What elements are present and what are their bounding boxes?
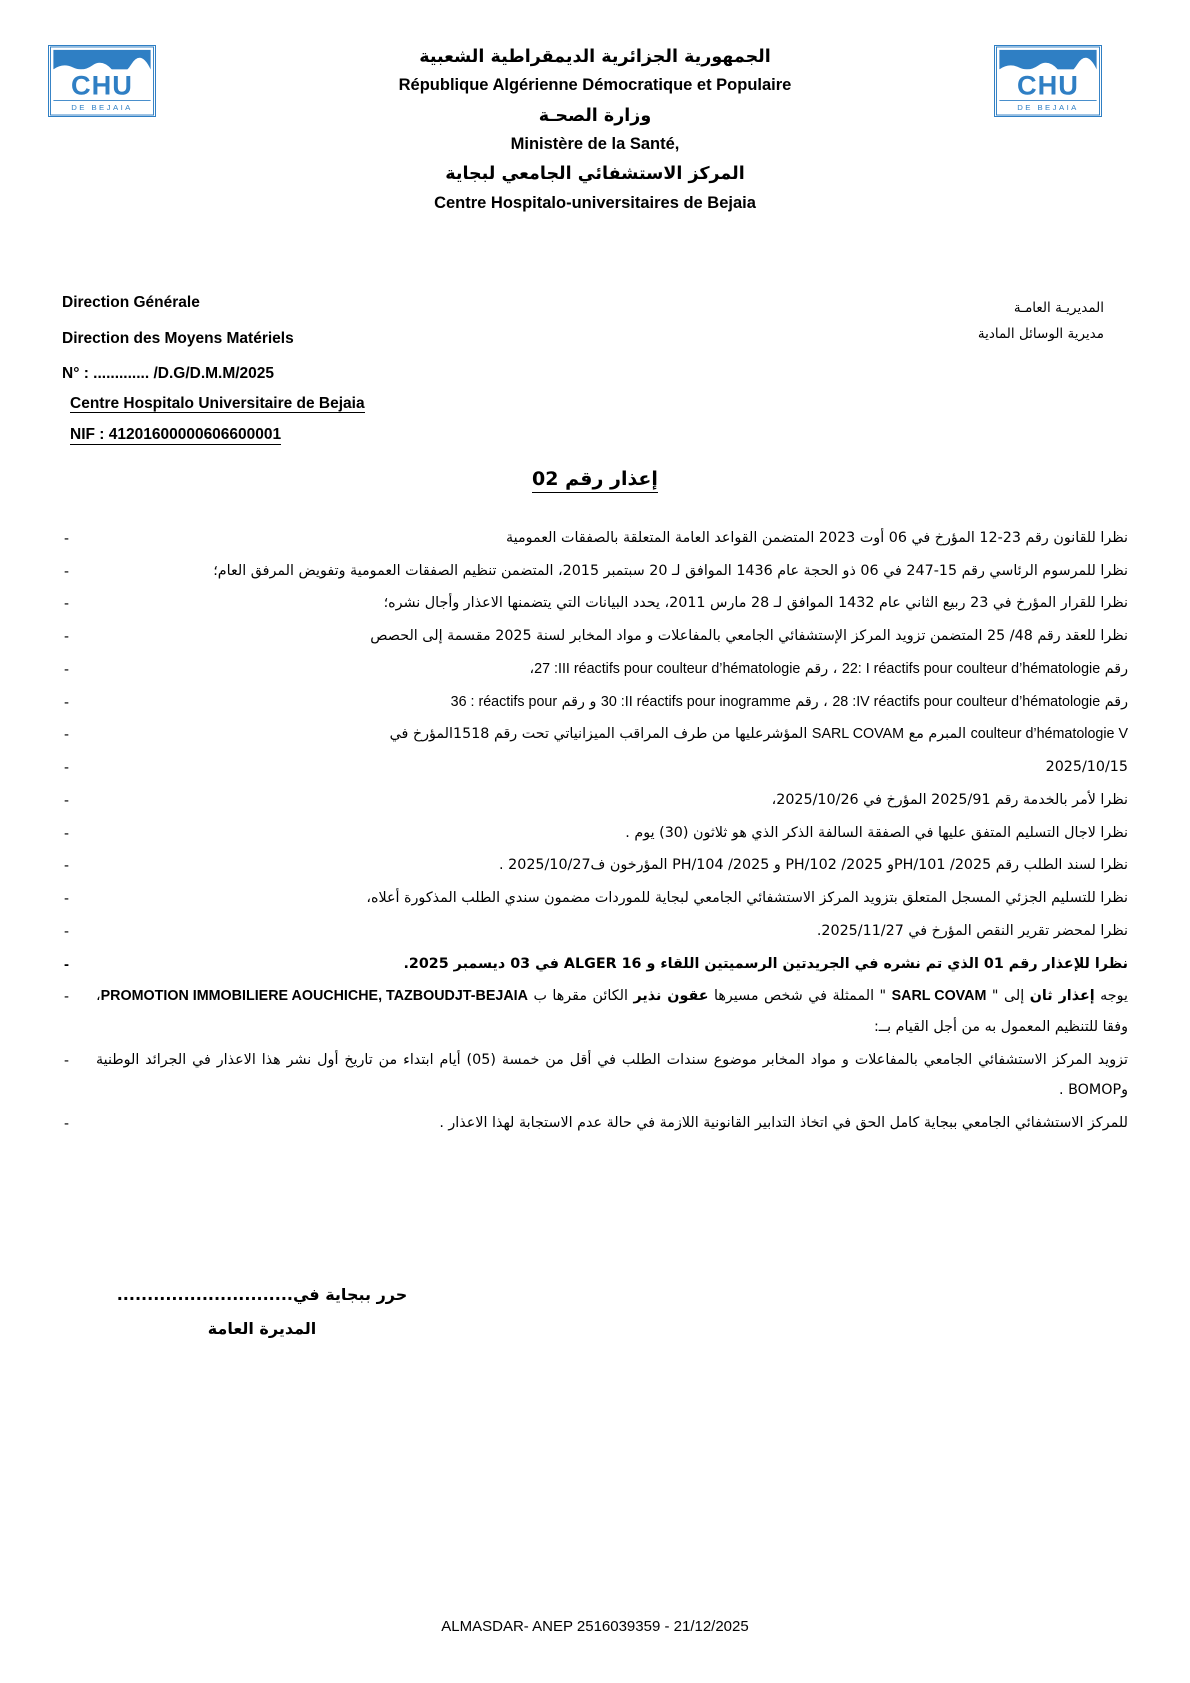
clause-item-lots-date: 2025/10/15 - xyxy=(60,752,1128,783)
direction-moyens-label: Direction des Moyens Matériels xyxy=(62,329,294,347)
page-footer: ALMASDAR- ANEP 2516039359 - 21/12/2025 xyxy=(441,1618,749,1635)
signature-block xyxy=(62,1278,462,1345)
clause-item: نظرا للقرار المؤرخ في 23 ربيع الثاني عام 1432 الموافق لـ 28 مارس 2011، يحدد البيانات التي يتضمنها الاعذار وأجال نشره؛ - xyxy=(60,588,1128,619)
page-title xyxy=(0,468,1190,490)
clause-item-edacar-01: نظرا للإعذار رقم 01 الذي تم نشره في الجريدتين الرسميتين اللقاء و ALGER 16 في 03 ديسمبر 2025. - xyxy=(60,949,1128,980)
header-chu-ar: المركز الاستشفائي الجامعي لبجاية xyxy=(445,164,745,185)
clause-text-ar: رقم xyxy=(1100,693,1128,710)
direction-moyens-label-ar: مديرية الوسائل المادية xyxy=(977,325,1104,342)
sender-identification-block-ar xyxy=(774,296,1104,347)
clause-text-ar: يوجه xyxy=(1094,988,1128,1005)
header-ministry-ar: وزارة الصحـة xyxy=(538,105,652,126)
clause-item: للمركز الاستشفائي الجامعي ببجاية كامل الحق في اتخاذ التدابير القانونية اللازمة في حالة عدم الاستجابة لهذا الاعذار . - xyxy=(60,1108,1128,1139)
svg-text:CHU: CHU xyxy=(71,69,133,101)
reference-number: N° : ............. /D.G/D.M.M/2025 xyxy=(62,365,275,382)
direction-generale-label-ar: المديريـة العامـة xyxy=(1013,300,1104,316)
clause-item-lots-2 xyxy=(60,687,1128,718)
clause-text-lat: 27 :III réactifs pour coulteur d’hématologie xyxy=(534,660,801,677)
svg-text:DE BEJAIA: DE BEJAIA xyxy=(1017,103,1079,113)
company-address: PROMOTION IMMOBILIERE AOUCHICHE, TAZBOUDJT-BEJAIA xyxy=(100,988,528,1005)
clause-item: نظرا لمحضر تقرير النقص المؤرخ في 2025/11/27. - xyxy=(60,916,1128,947)
clause-item: نظرا لسند الطلب رقم PH/101 /2025و PH/102 /2025 و PH/104 /2025 المؤرخون ف2025/10/27 . - xyxy=(60,850,1128,881)
signature-place-date: حرر ببجاية في............................. xyxy=(116,1285,408,1304)
clause-list xyxy=(60,523,1128,1139)
clause-item: تزويد المركز الاستشفائي الجامعي بالمفاعلات و مواد المخابر موضوع سندات الطلب في أقل من خمسة (05) أيام ابتداء من تاريخ أول نشر هذا الاعذار في الجرائد الوطنية وBOMOP . - xyxy=(60,1045,1128,1106)
clause-item: نظرا للتسليم الجزئي المسجل المتعلق بتزويد المركز الاستشفائي الجامعي لبجاية للموردات مضمون سندي الطلب المذكورة أعلاه، - xyxy=(60,883,1128,914)
clause-text-lat: coulteur d’hématologie V xyxy=(970,726,1128,743)
clause-text-lat: 36 : réactifs pour xyxy=(450,693,558,710)
clause-item: نظرا للقانون رقم 23-12 المؤرخ في 06 أوت 2023 المتضمن القواعد العامة المتعلقة بالصفقات العمومية - xyxy=(60,523,1128,554)
clause-text-ar: المؤشرعليها من طرف المراقب الميزانياتي تحت رقم 1518المؤرخ في xyxy=(389,726,812,743)
chu-bejaia-logo-right xyxy=(994,45,1102,117)
clause-item-lots-1 xyxy=(60,654,1128,685)
clause-text-ar: ، وفقا للتنظيم المعمول به من أجل القيام بــ: xyxy=(96,988,1128,1036)
sender-identification-block xyxy=(62,295,582,465)
document-body xyxy=(60,523,1128,1141)
manager-name: عقون نذير xyxy=(633,988,709,1005)
document-header xyxy=(250,48,940,212)
clause-item-mise-en-demeure xyxy=(60,981,1128,1042)
clause-text-lat: 30 :II réactifs pour inogramme xyxy=(600,693,791,710)
header-ministry-fr: Ministère de la Santé, xyxy=(510,135,680,154)
clause-text-ar: ، رقم xyxy=(800,660,842,677)
nif-number: NIF : 41201600000606600001 xyxy=(70,426,282,443)
clause-text-ar: و رقم xyxy=(557,693,601,710)
clause-text-ar: " الممثلة في شخص مسيرها xyxy=(708,988,892,1005)
clause-text-ar: رقم xyxy=(1100,660,1128,677)
clause-text-lat: 22: I réactifs pour coulteur d’hématologie xyxy=(841,660,1101,677)
clause-item: نظرا للمرسوم الرئاسي رقم 15-247 في 06 ذو الحجة عام 1436 الموافق لـ 20 سبتمبر 2015، المتضمن تنظيم الصفقات العمومية وتفويض المرفق العام؛ - xyxy=(60,556,1128,587)
clause-text-ar-bold: إعذار ثان xyxy=(1029,988,1095,1005)
company-name: SARL COVAM xyxy=(891,988,987,1005)
header-republic-fr: République Algérienne Démocratique et Populaire xyxy=(398,76,792,95)
clause-text-lat: SARL COVAM xyxy=(811,726,905,743)
clause-text-ar: إلى " xyxy=(986,988,1030,1005)
clause-text-ar: الكائن مقرها ب xyxy=(527,988,634,1005)
clause-text-ar: ، xyxy=(529,660,535,677)
chu-bejaia-logo-left xyxy=(48,45,156,117)
clause-item: نظرا لأمر بالخدمة رقم 2025/91 المؤرخ في 2025/10/26، - xyxy=(60,785,1128,816)
svg-text:CHU: CHU xyxy=(1017,69,1079,101)
clause-text-lat: 28 :IV réactifs pour coulteur d’hématologie xyxy=(832,693,1101,710)
clause-item: نظرا لاجال التسليم المتفق عليها في الصفقة السالفة الذكر الذي هو ثلاثون (30) يوم . - xyxy=(60,818,1128,849)
signature-title: المديرة العامة xyxy=(207,1318,317,1338)
page-title-text: إعذار رقم 02 xyxy=(532,468,658,493)
clause-item: نظرا للعقد رقم 48/ 25 المتضمن تزويد المركز الإستشفائي الجامعي بالمفاعلات و مواد المخابر لسنة 2025 مقسمة إلى الحصص - xyxy=(60,621,1128,652)
clause-item-lots-3 xyxy=(60,719,1128,750)
svg-text:DE BEJAIA: DE BEJAIA xyxy=(71,103,133,113)
direction-generale-label: Direction Générale xyxy=(62,294,200,311)
clause-text-ar: المبرم مع xyxy=(904,726,971,743)
clause-text-ar: ، رقم xyxy=(790,693,833,710)
header-chu-fr: Centre Hospitalo-universitaires de Bejaia xyxy=(434,193,756,212)
header-republic-ar: الجمهورية الجزائرية الديمقراطية الشعبية xyxy=(419,47,771,67)
centre-hospitalo-name: Centre Hospitalo Universitaire de Bejaia xyxy=(70,394,365,412)
